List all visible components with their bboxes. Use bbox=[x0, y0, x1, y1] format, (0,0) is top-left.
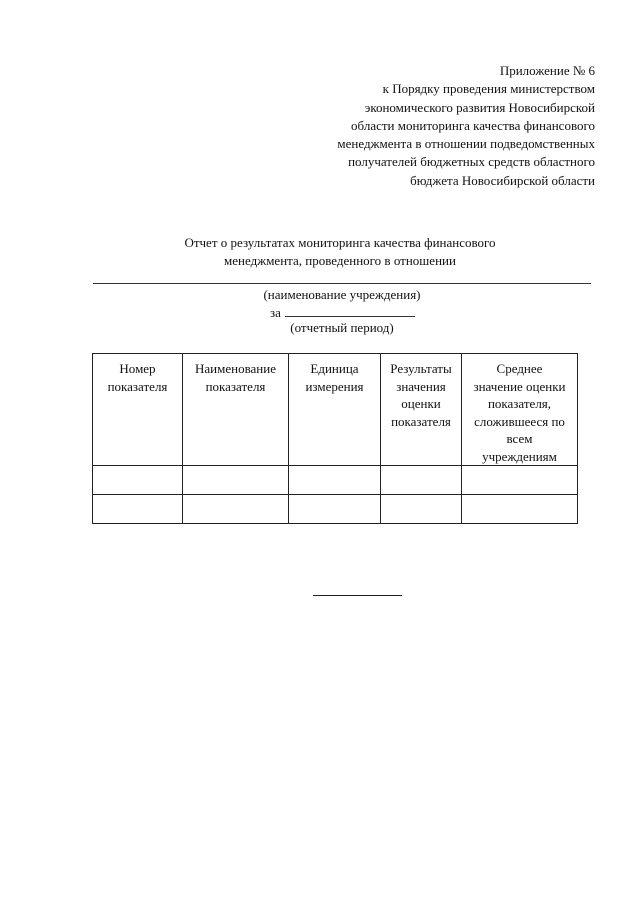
header-line: показателя bbox=[107, 378, 168, 394]
table-cell bbox=[462, 495, 578, 524]
table-cell bbox=[183, 466, 289, 495]
header-unit bbox=[289, 354, 381, 466]
header-line: всем bbox=[506, 431, 533, 446]
header-line: измерения bbox=[305, 378, 364, 394]
annex-line: Приложение № 6 bbox=[499, 63, 595, 78]
header-line: Номер bbox=[119, 361, 156, 376]
header-indicator-number bbox=[93, 354, 183, 466]
header-line: показателя, bbox=[487, 396, 552, 411]
institution-name-caption: (наименование учреждения) bbox=[263, 287, 421, 302]
report-title-line: Отчет о результатах мониторинга качества финансового bbox=[184, 235, 496, 250]
header-line: Единица bbox=[310, 361, 359, 376]
header-indicator-name bbox=[183, 354, 289, 466]
header-line: показателя bbox=[391, 413, 451, 429]
reporting-period-line bbox=[270, 303, 415, 321]
table-header-row bbox=[93, 354, 578, 466]
annex-line: бюджета Новосибирской области bbox=[410, 172, 595, 188]
table-cell bbox=[183, 495, 289, 524]
period-blank-line bbox=[285, 303, 415, 317]
header-line: Результаты bbox=[390, 361, 452, 376]
reporting-period-caption: (отчетный период) bbox=[290, 320, 394, 335]
header-line: Наименование bbox=[195, 361, 276, 376]
table-cell bbox=[93, 466, 183, 495]
institution-name-blank-line bbox=[93, 283, 591, 284]
closing-divider bbox=[313, 595, 402, 596]
annex-line: экономического развития Новосибирской bbox=[364, 99, 595, 115]
header-assessment-results bbox=[381, 354, 462, 466]
table-cell bbox=[289, 495, 381, 524]
annex-line: области мониторинга качества финансового bbox=[351, 117, 595, 133]
annex-line: менеджмента в отношении подведомственных bbox=[337, 136, 595, 152]
header-line: сложившееся по bbox=[474, 413, 565, 429]
annex-reference bbox=[265, 62, 595, 190]
table-cell bbox=[93, 495, 183, 524]
annex-line: к Порядку проведения министерством bbox=[382, 81, 595, 97]
table-cell bbox=[381, 466, 462, 495]
header-line: значение оценки bbox=[473, 378, 566, 394]
report-title-line: менеджмента, проведенного в отношении bbox=[224, 252, 456, 268]
header-line: оценки bbox=[401, 396, 441, 411]
table-cell bbox=[381, 495, 462, 524]
header-line: показателя bbox=[205, 378, 266, 394]
table-row bbox=[93, 466, 578, 495]
report-title bbox=[60, 234, 620, 269]
table-cell bbox=[289, 466, 381, 495]
table-cell bbox=[462, 466, 578, 495]
header-line: учреждениям bbox=[482, 448, 557, 464]
annex-line: получателей бюджетных средств областного bbox=[348, 154, 595, 170]
header-line: Среднее bbox=[496, 361, 543, 376]
indicators-table bbox=[92, 353, 578, 524]
header-line: значения bbox=[396, 378, 446, 394]
period-prefix: за bbox=[270, 305, 281, 320]
table-row bbox=[93, 495, 578, 524]
header-average-value bbox=[462, 354, 578, 466]
